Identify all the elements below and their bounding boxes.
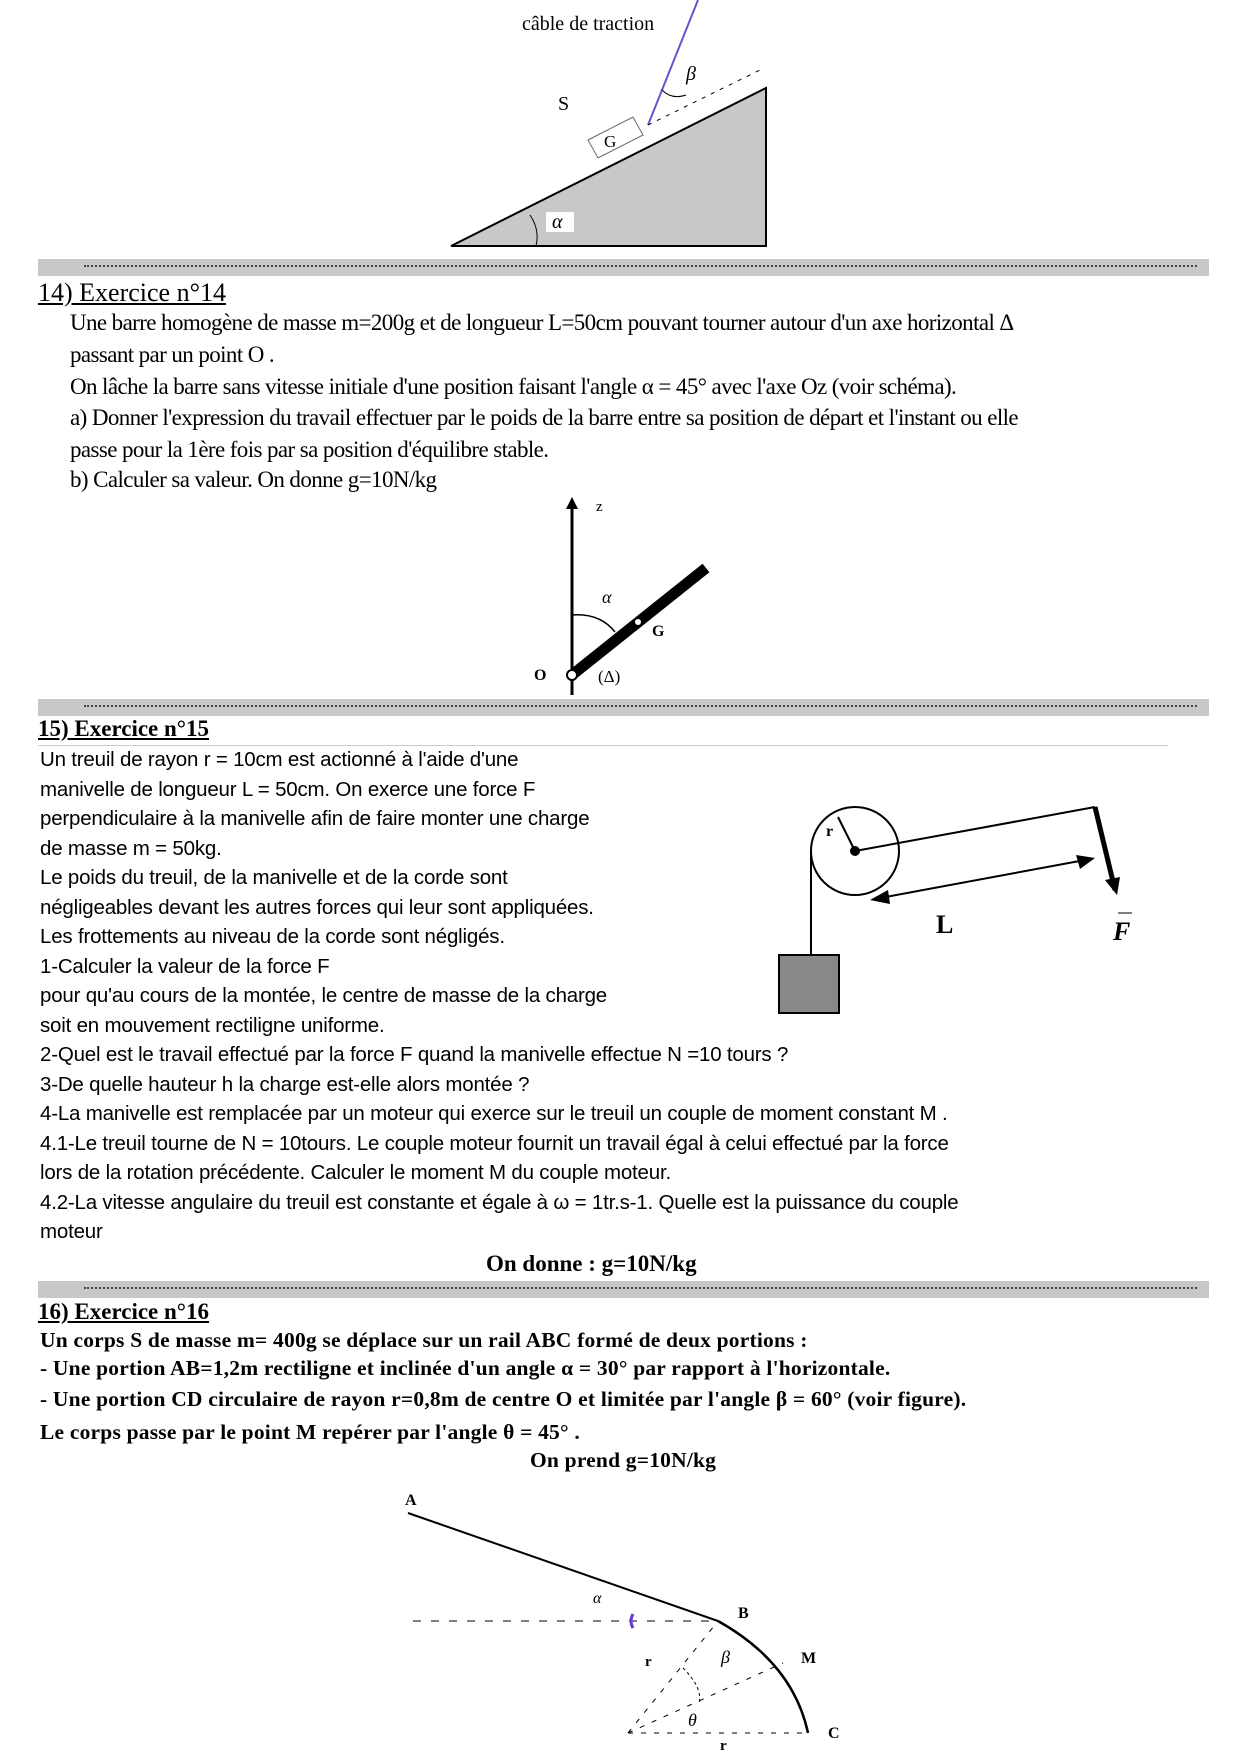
label-l: L [936,910,954,939]
ex15-line: négligeables devant les autres forces qui leur sont appliquées. [40,896,594,919]
label-delta: (Δ) [598,667,621,686]
ex15-line: manivelle de longueur L = 50cm. On exerce une force F [40,778,536,801]
label-f: F [1113,917,1131,946]
ex14-line: Une barre homogène de masse m=200g et de longueur L=50cm pouvant tourner autour d'un axe horizontal Δ [70,310,1014,335]
label-alpha: α [602,587,612,607]
ex16-given: On prend g=10N/kg [530,1448,717,1472]
ex16-line: - Une portion AB=1,2m rectiligne et inclinée d'un angle α = 30° par rapport à l'horizontale. [40,1356,891,1380]
ex15-line: Un treuil de rayon r = 10cm est actionné à l'aide d'une [40,748,519,771]
separator-bar [38,699,1209,716]
ex15-line: Les frottements au niveau de la corde sont négligés. [40,925,505,948]
label-beta: β [686,63,696,85]
label-alpha: α [552,211,563,233]
cable-label: câble de traction [522,13,655,35]
load [779,955,839,1013]
ex14-line: On lâche la barre sans vitesse initiale d'une position faisant l'angle α = 45° avec l'axe Oz (voir schéma). [70,374,957,399]
ex15-line: 4.2-La vitesse angulaire du treuil est constante et égale à ω = 1tr.s-1. Quelle est la puissance du couple [40,1191,959,1214]
label-z: z [596,499,603,515]
ex15-line: lors de la rotation précédente. Calculer le moment M du couple moteur. [40,1161,671,1184]
ex15-line: 3-De quelle hauteur h la charge est-elle alors montée ? [40,1073,530,1096]
exercise-16-title: 16) Exercice n°16 [38,1299,210,1324]
force-arrow [1095,807,1115,890]
label-c: C [828,1725,840,1742]
label-g: G [604,132,617,151]
exercise-14-title: 14) Exercice n°14 [38,278,226,307]
label-o: O [534,667,547,684]
inclined-plane-figure [440,0,780,250]
ex14-line: b) Calculer sa valeur. On donne g=10N/kg [70,467,437,492]
ex15-line: soit en mouvement rectiligne uniforme. [40,1014,385,1037]
ex15-line: Le poids du treuil, de la manivelle et de la corde sont [40,866,508,889]
label-g: G [652,623,665,640]
label-r: r [720,1738,727,1750]
label-b: B [738,1605,749,1622]
ex16-line: Un corps S de masse m= 400g se déplace sur un rail ABC formé de deux portions : [40,1328,808,1352]
ex15-given: On donne : g=10N/kg [486,1251,697,1276]
ex16-line: Le corps passe par le point M repérer par l'angle θ = 45° . [40,1420,580,1444]
ex15-line: 4-La manivelle est remplacée par un moteur qui exerce sur le treuil un couple de moment constant M . [40,1102,948,1125]
ex14-line: passe pour la 1ère fois par sa position d'équilibre stable. [70,437,549,462]
ex14-line: a) Donner l'expression du travail effectuer par le poids de la barre entre sa position de départ et l'instant ou elle [70,405,1019,430]
rotating-bar-figure [520,495,740,695]
ex15-line: 4.1-Le treuil tourne de N = 10tours. Le couple moteur fournit un travail égal à celui effectué par la force [40,1132,949,1155]
label-beta: β [721,1647,730,1667]
label-s: S [558,93,570,115]
ex15-line: 1-Calculer la valeur de la force F [40,955,330,978]
ex15-line: moteur [40,1220,103,1243]
ex15-line: pour qu'au cours de la montée, le centre de masse de la charge [40,984,608,1007]
rail-bc [718,1621,808,1733]
rail-ab [408,1513,718,1621]
label-theta: θ [688,1710,697,1730]
separator-bar [38,1281,1209,1298]
ex15-line: perpendiculaire à la manivelle afin de faire monter une charge [40,807,590,830]
incline [451,88,766,246]
label-a: A [405,1492,417,1509]
label-alpha: α [593,1590,602,1607]
label-r: r [645,1654,652,1670]
ex14-line: passant par un point O . [70,342,275,367]
exercise-15-title: 15) Exercice n°15 [38,716,210,741]
label-m: M [801,1650,817,1667]
separator-bar [38,259,1209,276]
ex15-line: de masse m = 50kg. [40,837,222,860]
ex16-line: - Une portion CD circulaire de rayon r=0,8m de centre O et limitée par l'angle β = 60° (voir figure). [40,1387,967,1411]
ex15-line: 2-Quel est le travail effectué par la force F quand la manivelle effectue N =10 tours ? [40,1043,789,1066]
rail-figure [383,1488,863,1750]
winch-figure [770,795,1150,1015]
label-r: r [826,823,834,840]
